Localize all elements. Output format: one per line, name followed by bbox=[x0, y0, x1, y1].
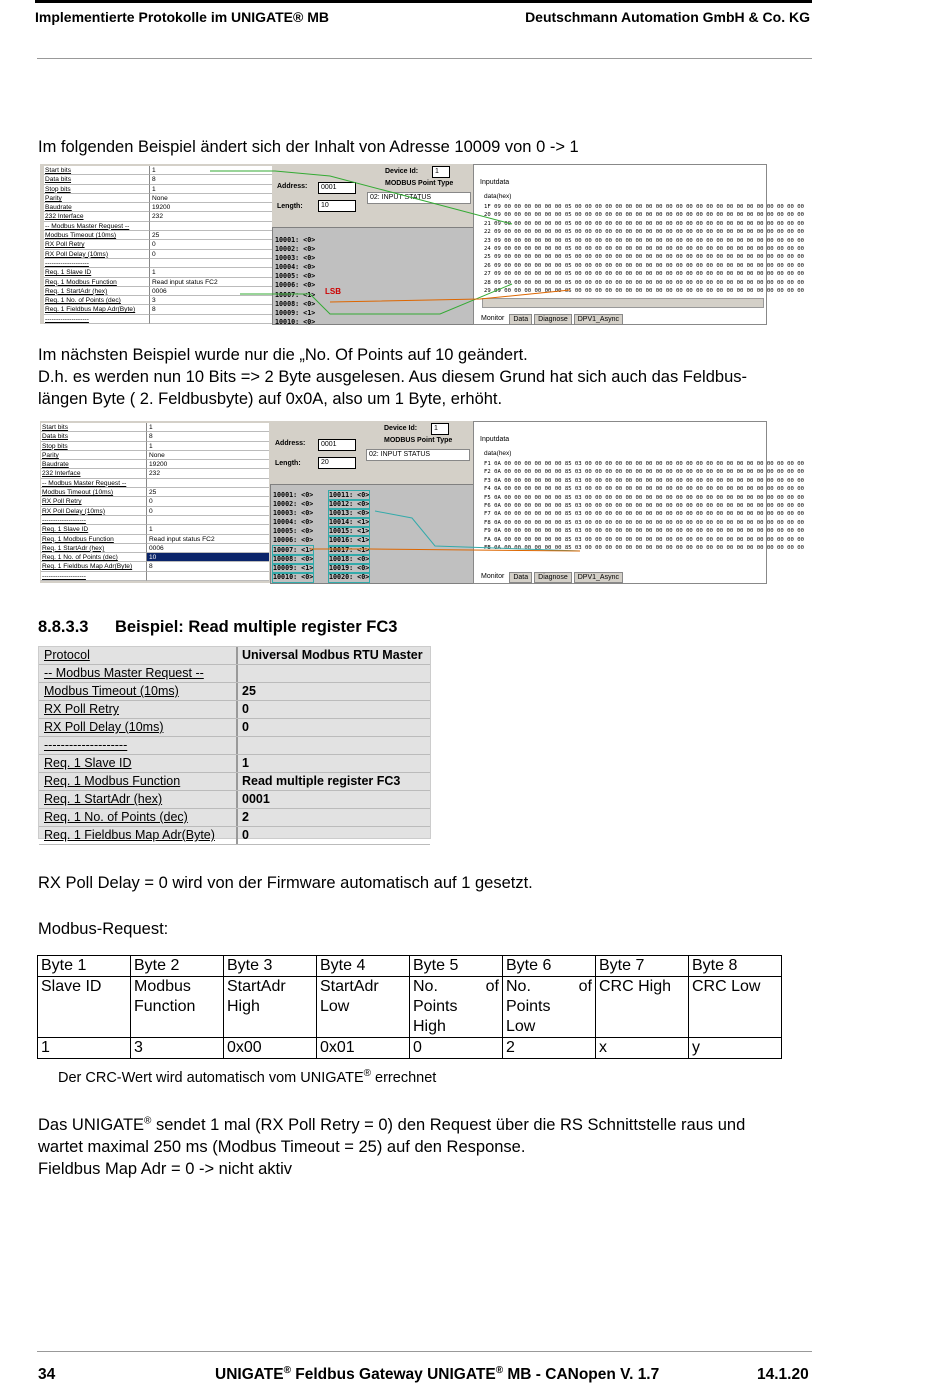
device-id-field[interactable]: 1 bbox=[432, 166, 450, 178]
status-entry: 10003: <0> bbox=[273, 509, 314, 518]
hex-row: 29 09 00 00 00 00 00 00 05 00 00 00 00 00 00 00 00 00 00 00 00 00 00 00 00 00 00 00 00 00 00 00 bbox=[484, 288, 804, 295]
hex-row: F7 0A 00 00 00 00 00 00 85 03 00 00 00 00 00 00 00 00 00 00 00 00 00 00 00 00 00 00 00 00 00 00 bbox=[484, 511, 804, 518]
config-key: RX Poll Retry bbox=[39, 701, 238, 718]
length-field[interactable]: 10 bbox=[318, 200, 356, 212]
paragraph-2-line-3: längen Byte ( 2. Feldbusbyte) auf 0x0A, also um 1 Byte, erhöht. bbox=[38, 390, 503, 408]
param-key: Req. 1 Modbus Function bbox=[44, 278, 149, 287]
tab-diagnose[interactable]: Diagnose bbox=[534, 314, 572, 325]
config-value: 0 bbox=[242, 828, 249, 842]
param-key: -------------------- bbox=[44, 259, 149, 268]
table-value-cell: y bbox=[689, 1038, 782, 1059]
status-entry: 10017: <1> bbox=[329, 545, 370, 554]
param-value: Read input status FC2 bbox=[146, 535, 269, 544]
config-key: Req. 1 Fieldbus Map Adr(Byte) bbox=[39, 827, 238, 844]
status-entry: 10001: <0> bbox=[273, 491, 314, 499]
tab-monitor[interactable]: Monitor bbox=[481, 315, 505, 322]
status-entry: 10004: <0> bbox=[273, 518, 314, 527]
footer-date: 14.1.20 bbox=[757, 1366, 809, 1383]
param-value: 232 bbox=[146, 469, 269, 478]
param-value: 8 bbox=[149, 305, 272, 314]
param-key: -------------------- bbox=[44, 315, 149, 324]
table-header-cell: Byte 4 bbox=[317, 956, 410, 977]
length-label: Length: bbox=[275, 460, 301, 467]
param-value: 3 bbox=[149, 296, 272, 305]
status-entry: 10019: <0> bbox=[329, 563, 370, 572]
param-key: Req. 1 StartAdr (hex) bbox=[41, 544, 146, 553]
param-key: Start bits bbox=[44, 166, 149, 175]
table-value-cell: 0x00 bbox=[224, 1038, 317, 1059]
point-type-select[interactable]: 02: INPUT STATUS bbox=[367, 192, 471, 204]
config-row[interactable] bbox=[39, 827, 430, 845]
status-entry: 10010: <0> bbox=[273, 572, 314, 581]
footer-rule bbox=[37, 1351, 812, 1352]
table-value-cell: 3 bbox=[131, 1038, 224, 1059]
screenshot-fc2-10-points bbox=[40, 421, 804, 583]
param-key: -- Modbus Master Request -- bbox=[41, 479, 146, 488]
cell-line: Low bbox=[506, 1018, 536, 1035]
status-entry: 10005: <0> bbox=[275, 272, 316, 281]
status-entry: 10001: <0> bbox=[275, 236, 316, 244]
status-entry: 10014: <1> bbox=[329, 518, 370, 527]
param-key: -------------------- bbox=[41, 516, 146, 525]
header-left: Implementierte Protokolle im UNIGATE® MB bbox=[35, 9, 329, 25]
length-field[interactable]: 20 bbox=[318, 457, 356, 469]
connector-lines bbox=[40, 164, 766, 324]
config-value bbox=[238, 737, 242, 754]
cell-line: No. of bbox=[506, 978, 592, 995]
param-key: Req. 1 Fieldbus Map Adr(Byte) bbox=[41, 562, 146, 571]
table-meaning-cell bbox=[224, 977, 317, 1038]
config-value: 2 bbox=[242, 810, 249, 824]
hex-row: 28 09 00 00 00 00 00 00 05 00 00 00 00 00 00 00 00 00 00 00 00 00 00 00 00 00 00 00 00 00 00 00 bbox=[484, 279, 804, 286]
hex-row: 25 09 00 00 00 00 00 00 05 00 00 00 00 00 00 00 00 00 00 00 00 00 00 00 00 00 00 00 00 00 00 00 bbox=[484, 254, 804, 261]
table-meaning-cell bbox=[317, 977, 410, 1038]
config-row[interactable] bbox=[39, 773, 430, 791]
config-row[interactable] bbox=[39, 701, 430, 719]
point-type-label: MODBUS Point Type bbox=[384, 437, 453, 444]
param-key: 232 Interface bbox=[44, 212, 149, 221]
table-value-cell: x bbox=[596, 1038, 689, 1059]
param-key: Req. 1 Slave ID bbox=[41, 525, 146, 534]
table-meaning-cell bbox=[503, 977, 596, 1038]
param-value: 0 bbox=[149, 240, 272, 249]
cell-line: No. of bbox=[413, 978, 499, 995]
param-value: 8 bbox=[146, 432, 269, 441]
tab-diagnose[interactable]: Diagnose bbox=[534, 572, 572, 583]
point-type-select[interactable]: 02: INPUT STATUS bbox=[366, 449, 470, 461]
status-entry: 10004: <0> bbox=[275, 263, 316, 272]
hex-row: F3 0A 00 00 00 00 00 00 85 03 00 00 00 00 00 00 00 00 00 00 00 00 00 00 00 00 00 00 00 00 00 00 bbox=[484, 477, 804, 484]
hex-row: F2 0A 00 00 00 00 00 00 85 03 00 00 00 00 00 00 00 00 00 00 00 00 00 00 00 00 00 00 00 00 00 00 bbox=[484, 469, 804, 476]
param-key: Req. 1 No. of Points (dec) bbox=[44, 296, 149, 305]
param-key: Parity bbox=[41, 451, 146, 460]
param-key: Req. 1 Modbus Function bbox=[41, 535, 146, 544]
param-key: Modbus Timeout (10ms) bbox=[41, 488, 146, 497]
status-entry: 10015: <1> bbox=[329, 527, 370, 536]
device-id-field[interactable]: 1 bbox=[431, 423, 449, 435]
param-key: RX Poll Delay (10ms) bbox=[44, 250, 149, 259]
param-key: Baudrate bbox=[41, 460, 146, 469]
rx-poll-note: RX Poll Delay = 0 wird von der Firmware automatisch auf 1 gesetzt. bbox=[38, 874, 533, 892]
hex-row: F5 0A 00 00 00 00 00 00 85 03 00 00 00 00 00 00 00 00 00 00 00 00 00 00 00 00 00 00 00 00 00 00 bbox=[484, 494, 804, 501]
param-value: 0 bbox=[146, 497, 269, 506]
paragraph-3-line-1: Das UNIGATE® sendet 1 mal (RX Poll Retry = 0) den Request über die RS Schnittstelle raus und bbox=[38, 1115, 746, 1134]
param-key: -------------------- bbox=[41, 572, 146, 581]
table-header-cell: Byte 5 bbox=[410, 956, 503, 977]
table-value-cell: 0 bbox=[410, 1038, 503, 1059]
status-entry: 10012: <0> bbox=[329, 500, 370, 509]
tab-dpv1-async[interactable]: DPV1_Async bbox=[574, 314, 623, 325]
table-meaning-cell bbox=[410, 977, 503, 1038]
table-value-cell: 0x01 bbox=[317, 1038, 410, 1059]
param-value: 1 bbox=[149, 268, 272, 277]
param-value: 25 bbox=[149, 231, 272, 240]
table-header-cell: Byte 2 bbox=[131, 956, 224, 977]
config-key: Modbus Timeout (10ms) bbox=[39, 683, 238, 700]
address-field[interactable]: 0001 bbox=[318, 439, 356, 451]
config-value bbox=[238, 665, 242, 682]
config-key: Req. 1 StartAdr (hex) bbox=[39, 791, 238, 808]
param-key: Start bits bbox=[41, 423, 146, 432]
config-row[interactable] bbox=[39, 755, 430, 773]
param-value: 0006 bbox=[149, 287, 272, 296]
device-id-label: Device Id: bbox=[385, 168, 419, 175]
paragraph-3-line-2: wartet maximal 250 ms (Modbus Timeout = 25) auf den Response. bbox=[38, 1138, 526, 1156]
param-value: Read input status FC2 bbox=[149, 278, 272, 287]
config-value: 0001 bbox=[242, 792, 270, 806]
hex-row: F6 0A 00 00 00 00 00 00 85 03 00 00 00 00 00 00 00 00 00 00 00 00 00 00 00 00 00 00 00 00 00 00 bbox=[484, 503, 804, 510]
status-entry: 10009: <1> bbox=[273, 563, 314, 572]
status-entry: 10018: <0> bbox=[329, 554, 370, 563]
param-value: 1 bbox=[146, 423, 269, 432]
inputdata-title: Inputdata bbox=[480, 436, 510, 443]
param-key: Parity bbox=[44, 194, 149, 203]
param-value: 19200 bbox=[149, 203, 272, 212]
param-value: 8 bbox=[146, 562, 269, 571]
data-hex-header: data(hex) bbox=[484, 193, 512, 200]
tab-dpv1-async[interactable]: DPV1_Async bbox=[574, 572, 623, 583]
config-value: 25 bbox=[242, 684, 256, 698]
param-key: Baudrate bbox=[44, 203, 149, 212]
connector-lines bbox=[40, 421, 766, 583]
hex-row: F9 0A 00 00 00 00 00 00 85 03 00 00 00 00 00 00 00 00 00 00 00 00 00 00 00 00 00 00 00 00 00 00 bbox=[484, 528, 804, 535]
param-key: Data bits bbox=[41, 432, 146, 441]
param-value: None bbox=[149, 194, 272, 203]
param-key: Stop bits bbox=[41, 442, 146, 451]
config-value: 0 bbox=[242, 702, 249, 716]
param-value: 0 bbox=[149, 250, 272, 259]
config-key: Req. 1 No. of Points (dec) bbox=[39, 809, 238, 826]
status-entry: 10016: <1> bbox=[329, 536, 370, 545]
paragraph-3-line-3: Fieldbus Map Adr = 0 -> nicht aktiv bbox=[38, 1160, 293, 1178]
config-row[interactable] bbox=[39, 791, 430, 809]
header-rule bbox=[37, 58, 812, 59]
cell-line: Points bbox=[413, 998, 458, 1015]
length-label: Length: bbox=[277, 203, 303, 210]
status-entry: 10002: <0> bbox=[275, 245, 316, 254]
hex-row: FB 0A 00 00 00 00 00 00 85 03 00 00 00 00 00 00 00 00 00 00 00 00 00 00 00 00 00 00 00 00 00 00 bbox=[484, 545, 804, 552]
param-value: 232 bbox=[149, 212, 272, 221]
param-value: 19200 bbox=[146, 460, 269, 469]
table-meaning-cell: Slave ID bbox=[38, 977, 131, 1038]
crc-note: Der CRC-Wert wird automatisch vom UNIGATE® errechnet bbox=[58, 1068, 437, 1086]
status-entry: 10007: <1> bbox=[275, 290, 316, 299]
status-entry: 10009: <1> bbox=[275, 308, 316, 317]
param-value: 8 bbox=[149, 175, 272, 184]
config-key: -------------------- bbox=[39, 737, 238, 754]
param-value: 1 bbox=[146, 442, 269, 451]
hex-row: 24 09 00 00 00 00 00 00 05 00 00 00 00 00 00 00 00 00 00 00 00 00 00 00 00 00 00 00 00 00 00 00 bbox=[484, 246, 804, 253]
hex-row: 26 09 00 00 00 00 00 00 05 00 00 00 00 00 00 00 00 00 00 00 00 00 00 00 00 00 00 00 00 00 00 00 bbox=[484, 262, 804, 269]
status-entry: 10002: <0> bbox=[273, 500, 314, 509]
footer-title: UNIGATE® Feldbus Gateway UNIGATE® MB - CANopen V. 1.7 bbox=[215, 1364, 660, 1383]
param-value: 0 bbox=[146, 507, 269, 516]
param-key: Data bits bbox=[44, 175, 149, 184]
param-key: RX Poll Retry bbox=[41, 497, 146, 506]
param-value: 1 bbox=[149, 166, 272, 175]
cell-line: High bbox=[413, 1018, 446, 1035]
param-key: RX Poll Retry bbox=[44, 240, 149, 249]
header-top-rule bbox=[35, 0, 812, 3]
table-value-cell: 2 bbox=[503, 1038, 596, 1059]
table-meaning-cell: CRC High bbox=[596, 977, 689, 1038]
config-row[interactable] bbox=[39, 737, 430, 755]
data-hex-header: data(hex) bbox=[484, 450, 512, 457]
hex-row: F4 0A 00 00 00 00 00 00 85 03 00 00 00 00 00 00 00 00 00 00 00 00 00 00 00 00 00 00 00 00 00 00 bbox=[484, 486, 804, 493]
section-number: 8.8.3.3 bbox=[38, 618, 89, 636]
hex-row: 21 09 00 00 00 00 00 00 05 00 00 00 00 00 00 00 00 00 00 00 00 00 00 00 00 00 00 00 00 00 00 00 bbox=[484, 220, 804, 227]
address-label: Address: bbox=[277, 183, 308, 190]
hex-row: 1F 09 00 00 00 00 00 00 05 00 00 00 00 00 00 00 00 00 00 00 00 00 00 00 00 00 00 00 00 00 00 00 bbox=[484, 204, 804, 210]
hex-row: 23 09 00 00 00 00 00 00 05 00 00 00 00 00 00 00 00 00 00 00 00 00 00 00 00 00 00 00 00 00 00 00 bbox=[484, 237, 804, 244]
param-value: 1 bbox=[146, 525, 269, 534]
cell-line: Function bbox=[134, 998, 196, 1015]
param-key: Req. 1 Fieldbus Map Adr(Byte) bbox=[44, 305, 149, 314]
hex-row: 27 09 00 00 00 00 00 00 05 00 00 00 00 00 00 00 00 00 00 00 00 00 00 00 00 00 00 00 00 00 00 00 bbox=[484, 271, 804, 278]
param-key: RX Poll Delay (10ms) bbox=[41, 507, 146, 516]
param-value: 0006 bbox=[146, 544, 269, 553]
config-key: Req. 1 Slave ID bbox=[39, 755, 238, 772]
status-entry: 10011: <0> bbox=[329, 491, 370, 499]
config-key: Req. 1 Modbus Function bbox=[39, 773, 238, 790]
config-row[interactable] bbox=[39, 665, 430, 683]
hex-row: F1 0A 00 00 00 00 00 00 85 03 00 00 00 00 00 00 00 00 00 00 00 00 00 00 00 00 00 00 00 00 00 00 bbox=[484, 461, 804, 467]
table-meaning-cell bbox=[131, 977, 224, 1038]
cell-line: StartAdr bbox=[320, 978, 379, 995]
point-type-label: MODBUS Point Type bbox=[385, 180, 454, 187]
config-value: Read multiple register FC3 bbox=[242, 774, 401, 788]
table-header-cell: Byte 3 bbox=[224, 956, 317, 977]
config-value: 0 bbox=[242, 720, 249, 734]
status-entry: 10008: <0> bbox=[273, 554, 314, 563]
hex-row: 20 09 00 00 00 00 00 00 05 00 00 00 00 00 00 00 00 00 00 00 00 00 00 00 00 00 00 00 00 00 00 00 bbox=[484, 212, 804, 219]
cell-line: Low bbox=[320, 998, 350, 1015]
modbus-request-table bbox=[37, 955, 782, 1059]
cell-line: Points bbox=[506, 998, 551, 1015]
paragraph-1: Im folgenden Beispiel ändert sich der Inhalt von Adresse 10009 von 0 -> 1 bbox=[38, 138, 579, 156]
inputdata-title: Inputdata bbox=[480, 179, 510, 186]
cell-line: High bbox=[227, 998, 260, 1015]
hex-row: FA 0A 00 00 00 00 00 00 85 03 00 00 00 00 00 00 00 00 00 00 00 00 00 00 00 00 00 00 00 00 00 00 bbox=[484, 536, 804, 543]
config-row[interactable] bbox=[39, 719, 430, 737]
config-row[interactable] bbox=[39, 683, 430, 701]
param-key: -- Modbus Master Request -- bbox=[44, 222, 149, 231]
status-entry: 10006: <0> bbox=[275, 281, 316, 290]
status-entry: 10003: <0> bbox=[275, 254, 316, 263]
hex-row: F8 0A 00 00 00 00 00 00 85 03 00 00 00 00 00 00 00 00 00 00 00 00 00 00 00 00 00 00 00 00 00 00 bbox=[484, 519, 804, 526]
status-entry: 10013: <0> bbox=[329, 509, 370, 518]
paragraph-2-line-1: Im nächsten Beispiel wurde nur die „No. Of Points auf 10 geändert. bbox=[38, 346, 528, 364]
address-label: Address: bbox=[275, 440, 306, 447]
header-right: Deutschmann Automation GmbH & Co. KG bbox=[525, 9, 810, 25]
status-entry: 10007: <1> bbox=[273, 545, 314, 554]
status-entry: 10010: <0> bbox=[275, 317, 316, 326]
lsb-label: LSB bbox=[325, 287, 341, 296]
tab-data[interactable]: Data bbox=[509, 314, 532, 325]
device-id-label: Device Id: bbox=[384, 425, 418, 432]
hex-row: 22 09 00 00 00 00 00 00 05 00 00 00 00 00 00 00 00 00 00 00 00 00 00 00 00 00 00 00 00 00 00 00 bbox=[484, 229, 804, 236]
tab-data[interactable]: Data bbox=[509, 572, 532, 583]
cell-line: Modbus bbox=[134, 978, 191, 995]
table-header-cell: Byte 8 bbox=[689, 956, 782, 977]
table-header-cell: Byte 7 bbox=[596, 956, 689, 977]
config-row[interactable] bbox=[39, 647, 430, 665]
tab-monitor[interactable]: Monitor bbox=[481, 573, 505, 580]
param-value: None bbox=[146, 451, 269, 460]
cell-line: StartAdr bbox=[227, 978, 286, 995]
param-key: Req. 1 StartAdr (hex) bbox=[44, 287, 149, 296]
param-key: Req. 1 No. of Points (dec) bbox=[41, 553, 146, 562]
config-key: Protocol bbox=[39, 647, 238, 664]
config-key: -- Modbus Master Request -- bbox=[39, 665, 238, 682]
status-entry: 10006: <0> bbox=[273, 536, 314, 545]
fc3-configuration-table bbox=[38, 646, 431, 842]
param-value: 1 bbox=[149, 185, 272, 194]
config-row[interactable] bbox=[39, 809, 430, 827]
table-header-cell: Byte 6 bbox=[503, 956, 596, 977]
config-key: RX Poll Delay (10ms) bbox=[39, 719, 238, 736]
config-value: Universal Modbus RTU Master bbox=[242, 648, 423, 662]
modbus-request-label: Modbus-Request: bbox=[38, 920, 169, 938]
status-entry: 10008: <0> bbox=[275, 299, 316, 308]
param-key: Stop bits bbox=[44, 185, 149, 194]
param-key: Req. 1 Slave ID bbox=[44, 268, 149, 277]
address-field[interactable]: 0001 bbox=[318, 182, 356, 194]
status-entry: 10020: <0> bbox=[329, 572, 370, 581]
page-number: 34 bbox=[38, 1366, 56, 1383]
table-meaning-cell: CRC Low bbox=[689, 977, 782, 1038]
screenshot-fc2-3-points bbox=[40, 164, 804, 326]
table-value-cell: 1 bbox=[38, 1038, 131, 1059]
table-header-cell: Byte 1 bbox=[38, 956, 131, 977]
paragraph-2-line-2: D.h. es werden nun 10 Bits => 2 Byte ausgelesen. Aus diesem Grund hat sich auch das Feldbus- bbox=[38, 368, 748, 386]
param-key: Modbus Timeout (10ms) bbox=[44, 231, 149, 240]
param-value: 10 bbox=[146, 553, 269, 562]
status-entry: 10005: <0> bbox=[273, 527, 314, 536]
section-title: Beispiel: Read multiple register FC3 bbox=[115, 618, 398, 636]
param-key: 232 Interface bbox=[41, 469, 146, 478]
config-value: 1 bbox=[242, 756, 249, 770]
param-value: 25 bbox=[146, 488, 269, 497]
